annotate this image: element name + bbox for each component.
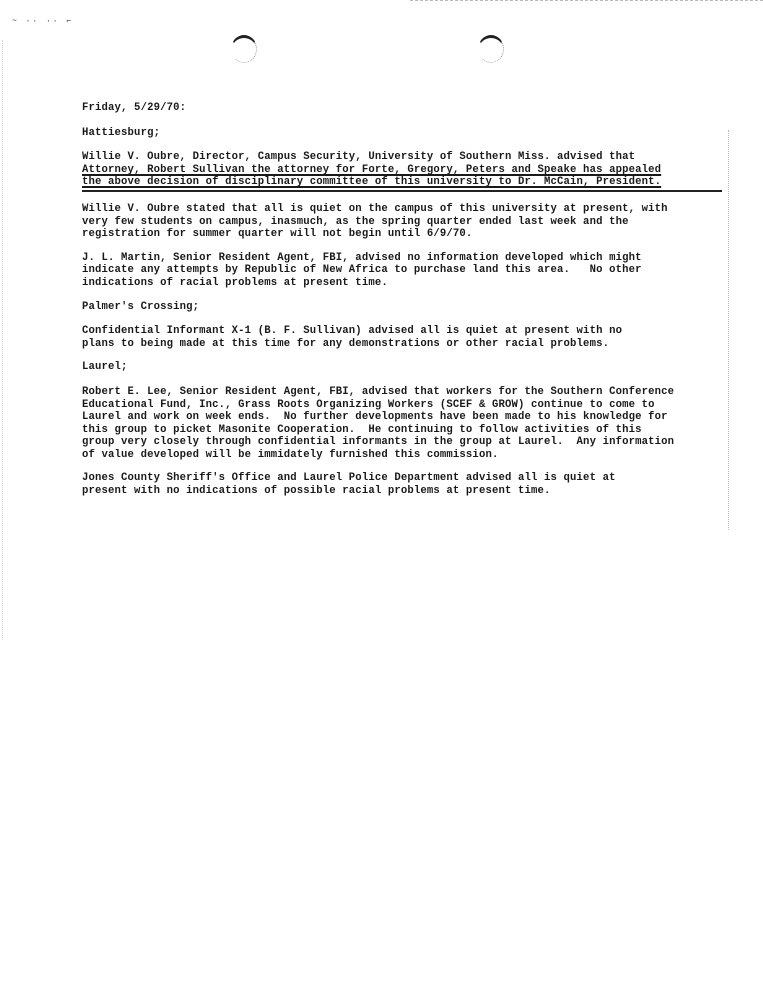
underlined-text-line: the above decision of disciplinary committee of this university to Dr. McCain, President. [82,176,662,189]
text-line: Willie V. Oubre stated that all is quiet on the campus of this university at present, with [82,202,668,215]
text-line: of value developed will be immidately furnished this commission. [82,448,499,461]
document-body [82,102,732,509]
paragraph-martin [82,252,732,290]
text-line: Robert E. Lee, Senior Resident Agent, FBI, advised that workers for the Southern Conference [82,385,675,398]
paragraph-lee [82,386,732,462]
paragraph-oubre-appeal [82,151,732,192]
paragraph-informant [82,325,732,350]
text-line: Willie V. Oubre, Director, Campus Security, University of Southern Miss. advised that [82,151,636,164]
paragraph-jones-county [82,472,732,497]
underlined-text-line: Attorney, Robert Sullivan the attorney for Forte, Gregory, Peters and Speake has appealed [82,163,662,176]
punch-hole-icon [478,35,504,63]
location-heading-laurel: Laurel; [82,361,128,374]
scan-edge-dots [410,0,763,3]
text-line: registration for summer quarter will not begin until 6/9/70. [82,228,473,241]
text-line: indicate any attempts by Republic of New Africa to purchase land this area. No other [82,264,642,277]
text-line: group very closely through confidential informants in the group at Laurel. Any information [82,436,675,449]
text-line: this group to picket Masonite Cooperation. He continuing to follow activities of this [82,423,642,436]
text-line: Confidential Informant X-1 (B. F. Sullivan) advised all is quiet at present with no [82,325,623,338]
text-line: Laurel and work on week ends. No further developments have been made to his knowledge for [82,411,668,424]
text-line: plans to being made at this time for any demonstrations or other racial problems. [82,337,610,350]
text-line: Jones County Sheriff's Office and Laurel Police Department advised all is quiet at [82,472,616,485]
text-line: J. L. Martin, Senior Resident Agent, FBI, advised no information developed which might [82,251,642,264]
underline-rule [82,190,722,192]
text-line: indications of racial problems at present time. [82,276,388,289]
date-line: Friday, 5/29/70: [82,102,187,114]
left-margin-speckles [2,40,5,640]
punch-hole-icon [231,35,257,63]
top-left-scribble: ~ ·· ·· ⌐ [12,17,74,26]
text-line: Educational Fund, Inc., Grass Roots Organizing Workers (SCEF & GROW) continue to come to [82,398,655,411]
text-line: present with no indications of possible racial problems at present time. [82,485,551,498]
paragraph-oubre-campus [82,203,732,241]
text-line: very few students on campus, inasmuch, as the spring quarter ended last week and the [82,215,629,228]
location-heading-palmers-crossing: Palmer's Crossing; [82,300,200,313]
location-heading-hattiesburg: Hattiesburg; [82,126,161,139]
